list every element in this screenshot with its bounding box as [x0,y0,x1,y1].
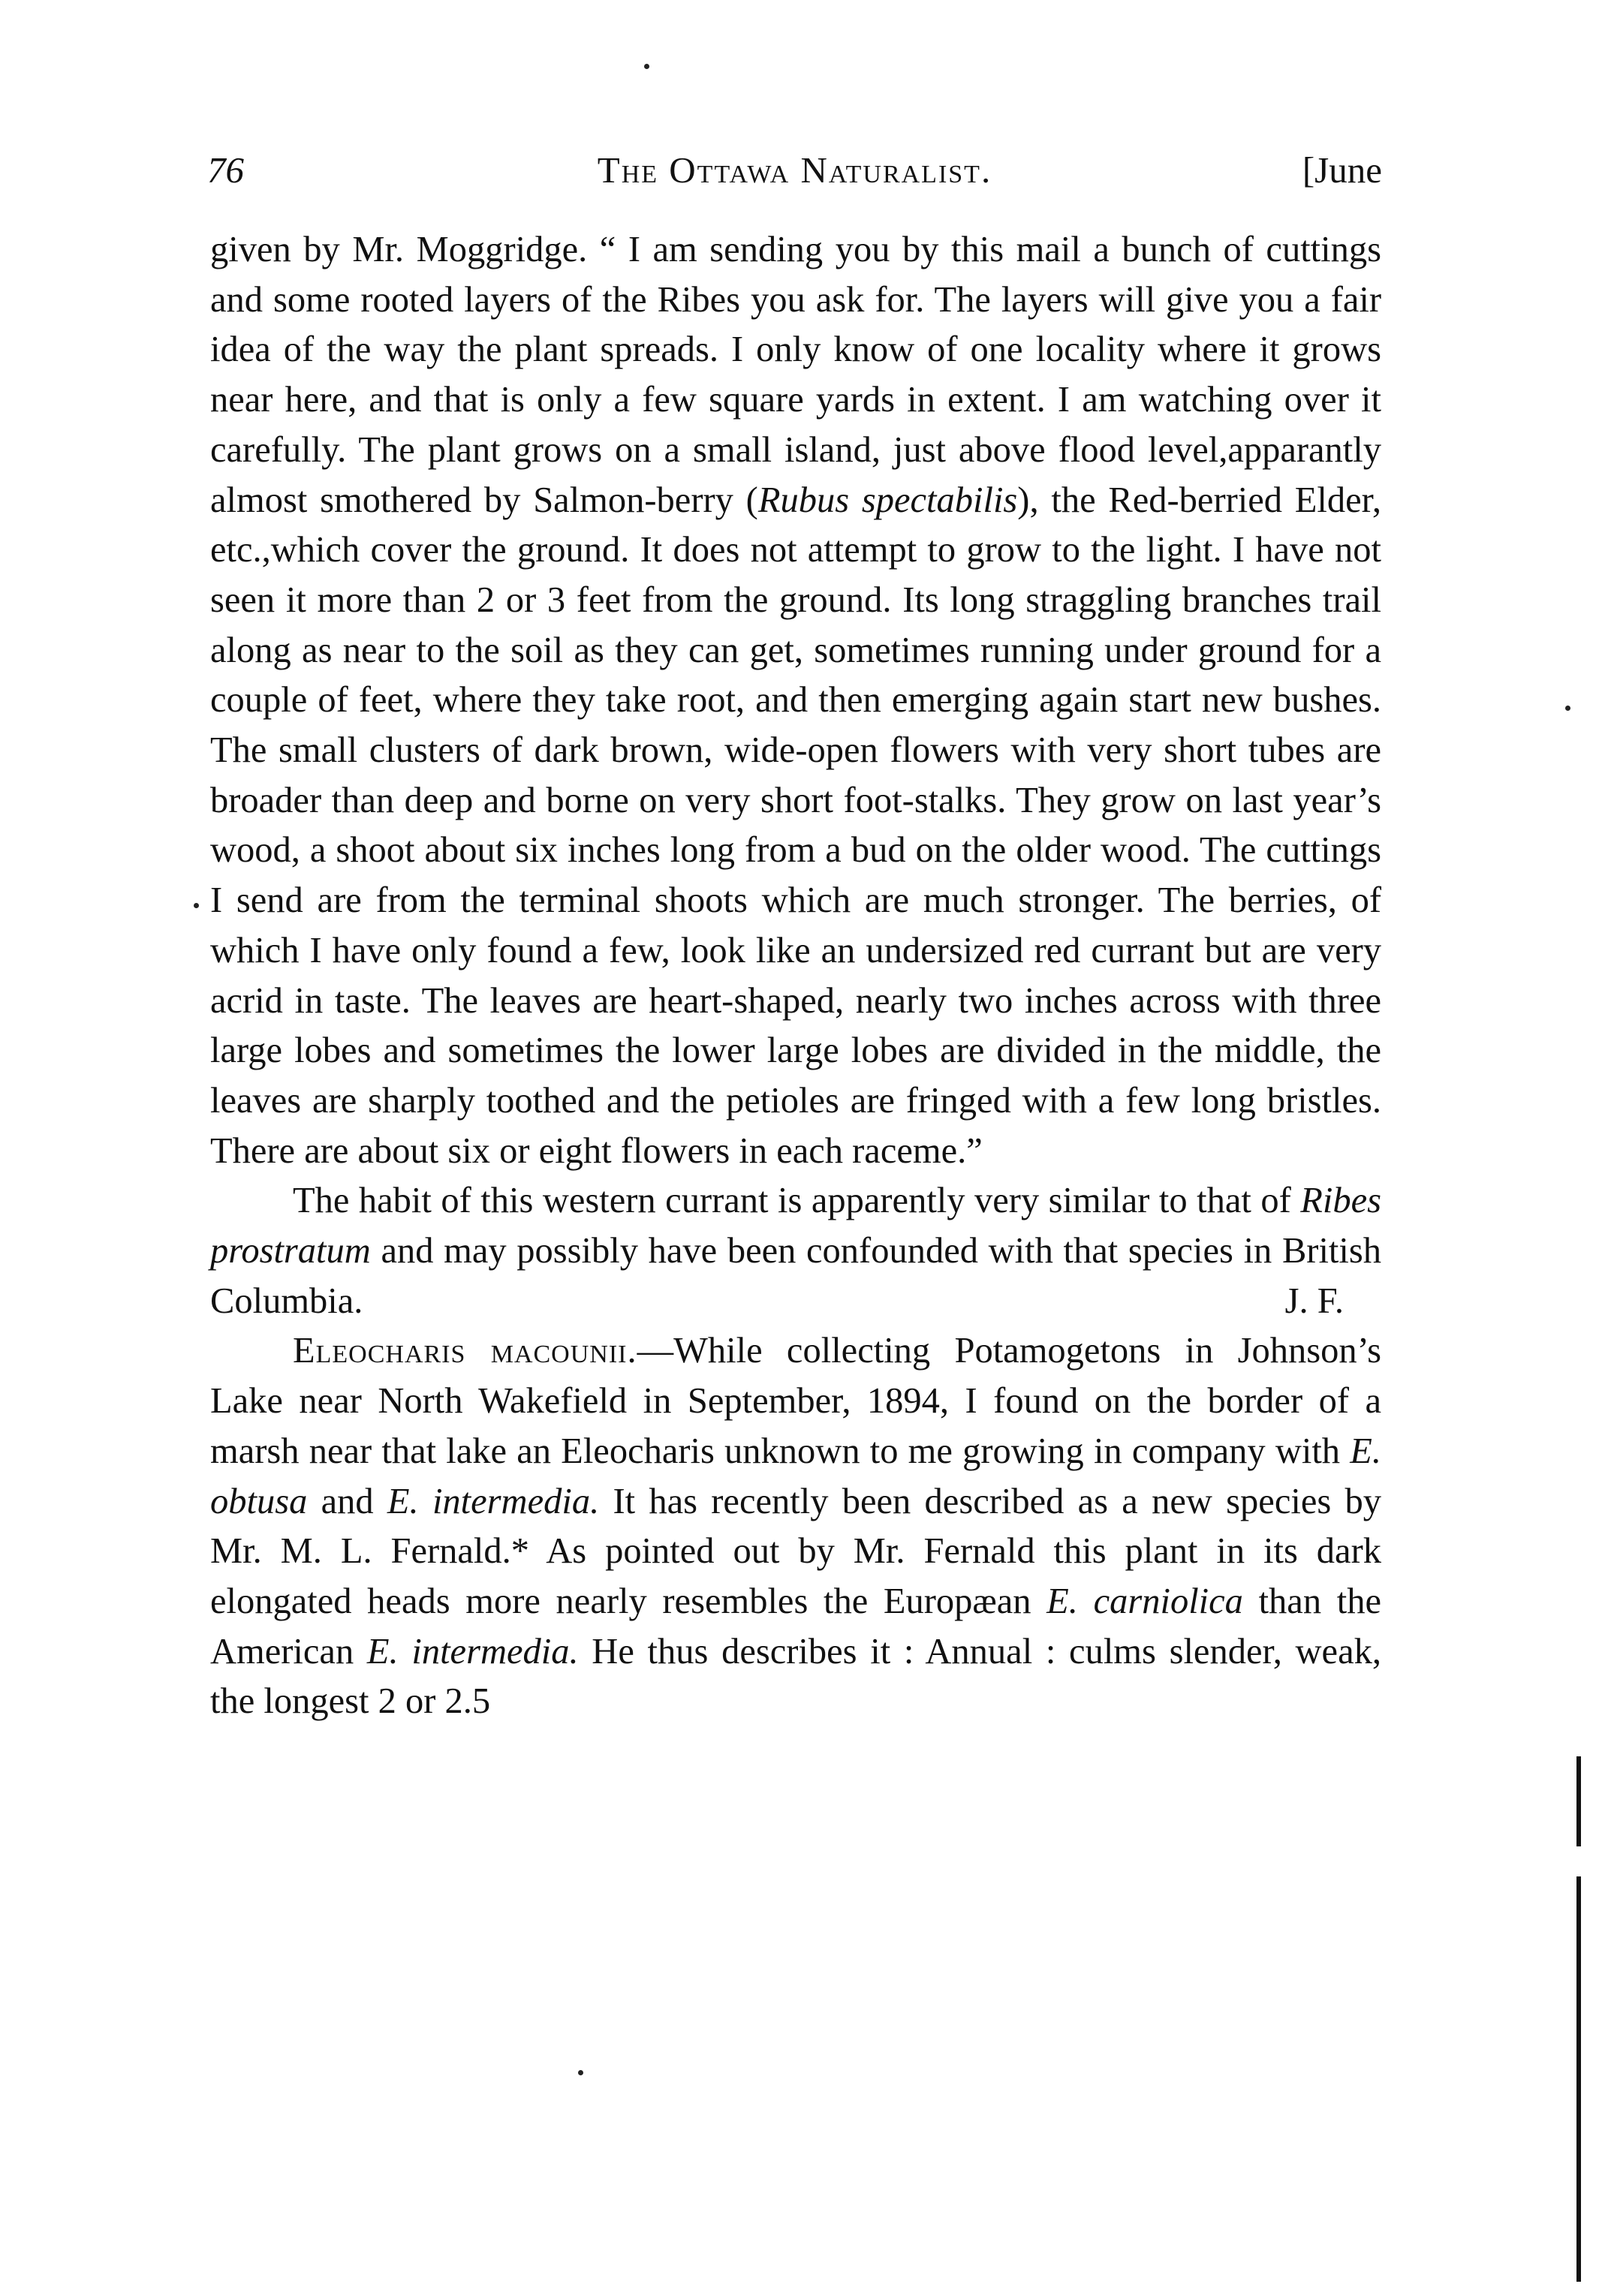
scan-speck [194,903,199,908]
text-run: The habit of this western currant is apparently very similar to that of [293,1181,1301,1221]
scan-speck [1565,706,1570,711]
species-name: Ribes prostratum [210,1181,1381,1271]
scan-speck [644,64,649,69]
scan-margin-line [1576,1876,1581,2282]
text-run: It has recently been described as a new species by Mr. M. L. Fernald.* As pointed out by Mr. Fernald this plant in its dark elongated heads more nearly resembles the Europæan [210,1481,1381,1621]
section-heading: Eleocharis macounii. [293,1331,637,1371]
text-run: He thus describes it : Annual : culms slender, weak, the longest 2 or 2.5 [210,1631,1381,1722]
text-run: than the American [210,1581,1381,1672]
text-run: and may possibly have been confounded with that species in British Columbia. [210,1231,1381,1321]
paragraph-letter-quote [210,225,1381,1176]
paragraph-western-currant [210,1176,1381,1326]
scan-speck [578,2070,583,2075]
journal-title: The Ottawa Naturalist. [597,149,992,191]
issue-month: [June [1302,149,1382,191]
paragraph-eleocharis [210,1326,1381,1727]
scan-margin-line [1576,1756,1581,1846]
text-run: and [307,1481,387,1521]
species-name: Rubus spectabilis [757,480,1018,520]
species-name: E. carniolica [1046,1581,1243,1621]
article-body [210,225,1381,1727]
species-name: E. intermedia. [366,1631,579,1672]
text-run: —While collecting Potamogetons in Johnson’s Lake near North Wakefield in September, 1894, I found on the border of a marsh near that lake an Eleocharis unknown to me growing in company with [210,1331,1381,1471]
page-number: 76 [207,149,244,191]
species-name: E. intermedia. [387,1481,600,1521]
text-run: ), the Red-berried Elder, etc.,which cover the ground. It does not attempt to grow to the light. I have not seen it more than 2 or 3 feet from the ground. Its long straggling branches trail along as near to the soil as they can get, sometimes running under ground for a couple of feet, where they take root, and then emerging again start new bushes. The small clusters of dark brown, wide-open flowers with very short tubes are broader than deep and borne on very short foot-stalks. They grow on last year’s wood, a shoot about six inches long from a bud on the older wood. The cuttings I send are from the terminal shoots which are much stronger. The berries, of which I have only found a few, look like an undersized red currant but are very acrid in taste. The leaves are heart-shaped, nearly two inches across with three large lobes and sometimes the lower large lobes are divided in the middle, the leaves are sharply toothed and the petioles are fringed with a few long bristles. There are about six or eight flowers in each raceme.” [210,480,1381,1171]
author-initials: J. F. [1284,1280,1344,1321]
running-header [207,144,1382,197]
species-name: E. obtusa [210,1431,1381,1521]
text-run: given by Mr. Moggridge. “ I am sending you by this mail a bunch of cuttings and some rooted layers of the Ribes you ask for. The layers will give you a fair idea of the way the plant spreads. I only know of one locality where it grows near here, and that is only a few square yards in extent. I am watching over it carefully. The plant grows on a small island, just above flood level,apparantly almost smothered by Salmon-berry ( [210,230,1381,520]
